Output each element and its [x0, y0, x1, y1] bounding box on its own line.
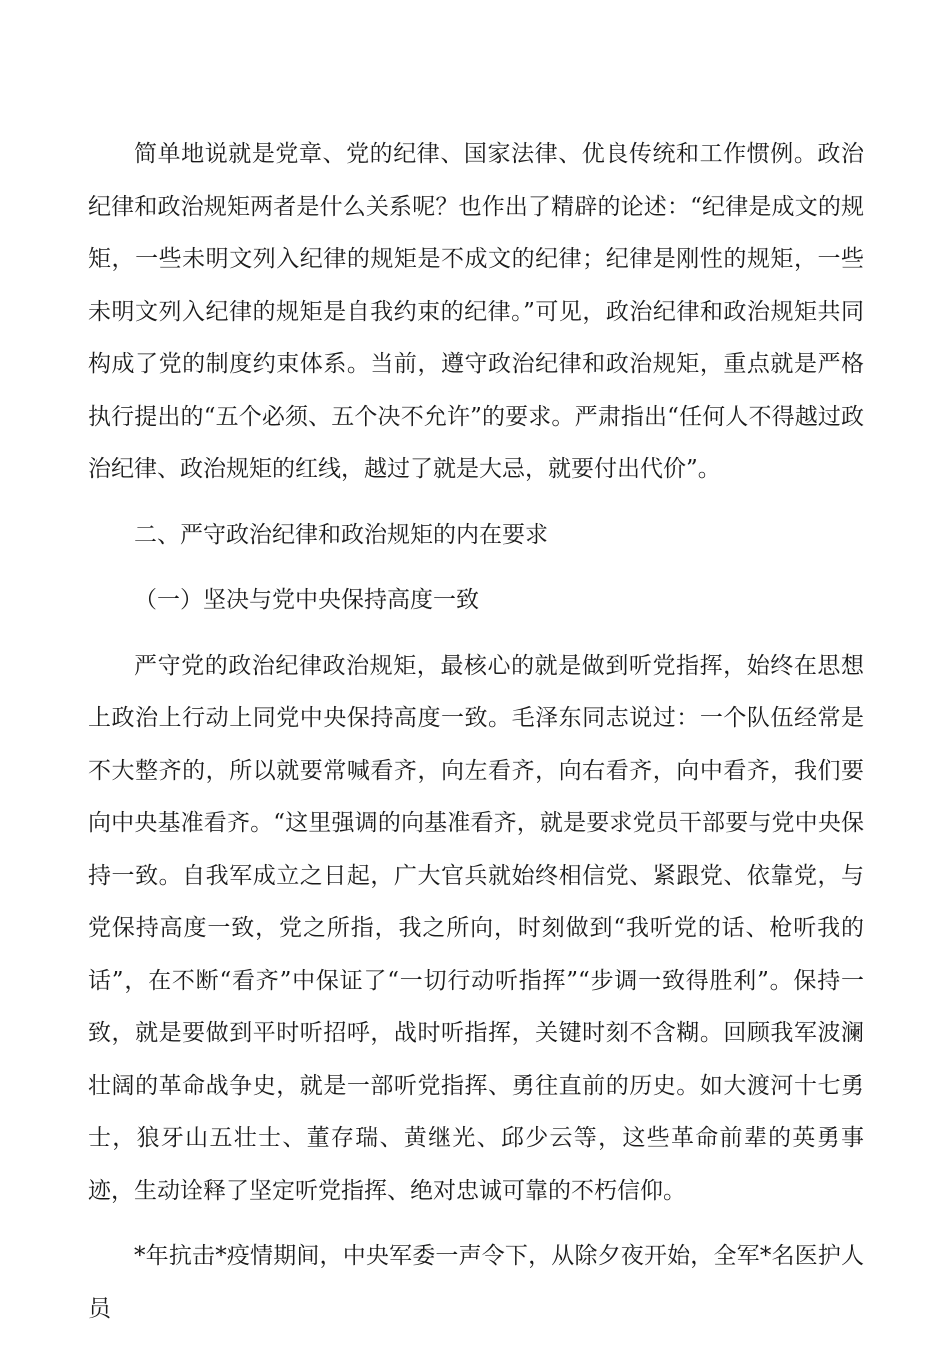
paragraph-alignment: 严守党的政治纪律政治规矩，最核心的就是做到听党指挥，始终在思想上政治上行动上同党中央保持高度一致。毛泽东同志说过：一个队伍经常是不大整齐的，所以就要常喊看齐，向左看齐，向右看齐，向中看齐，我们要向中央基准看齐。“这里强调的向基准看齐，就是要求党员干部要与党中央保持一致。自我军成立之日起，广大官兵就始终相信党、紧跟党、依靠党，与党保持高度一致，党之所指，我之所向，时刻做到“我听党的话、枪听我的话”，在不断“看齐”中保证了“一切行动听指挥”“步调一致得胜利”。保持一致，就是要做到平时听招呼，战时听指挥，关键时刻不含糊。回顾我军波澜壮阔的革命战争史，就是一部听党指挥、勇往直前的历史。如大渡河十七勇士，狼牙山五壮士、董存瑞、黄继光、邱少云等，这些革命前辈的英勇事迹，生动诠释了坚定听党指挥、绝对忠诚可靠的不朽信仰。: [88, 652, 864, 1204]
section-heading-2: 二、严守政治纪律和政治规矩的内在要求: [134, 521, 548, 548]
subsection-heading-1: （一）坚决与党中央保持高度一致: [134, 587, 479, 613]
paragraph-rules-definition: 简单地说就是党章、党的纪律、国家法律、优良传统和工作惯例。政治纪律和政治规矩两者是什么关系呢？也作出了精辟的论述：“纪律是成文的规矩，一些未明文列入纪律的规矩是不成文的纪律；纪律是刚性的规矩，一些未明文列入纪律的规矩是自我约束的纪律。”可见，政治纪律和政治规矩共同构成了党的制度约束体系。当前，遵守政治纪律和政治规矩，重点就是严格执行提出的“五个必须、五个决不允许”的要求。严肃指出“任何人不得越过政治纪律、政治规矩的红线，越过了就是大忌，就要付出代价”。: [88, 141, 864, 482]
document-body: [88, 128, 864, 1348]
paragraph-epidemic: *年抗击*疫情期间，中央军委一声令下，从除夕夜开始，全军*名医护人员: [88, 1243, 864, 1322]
